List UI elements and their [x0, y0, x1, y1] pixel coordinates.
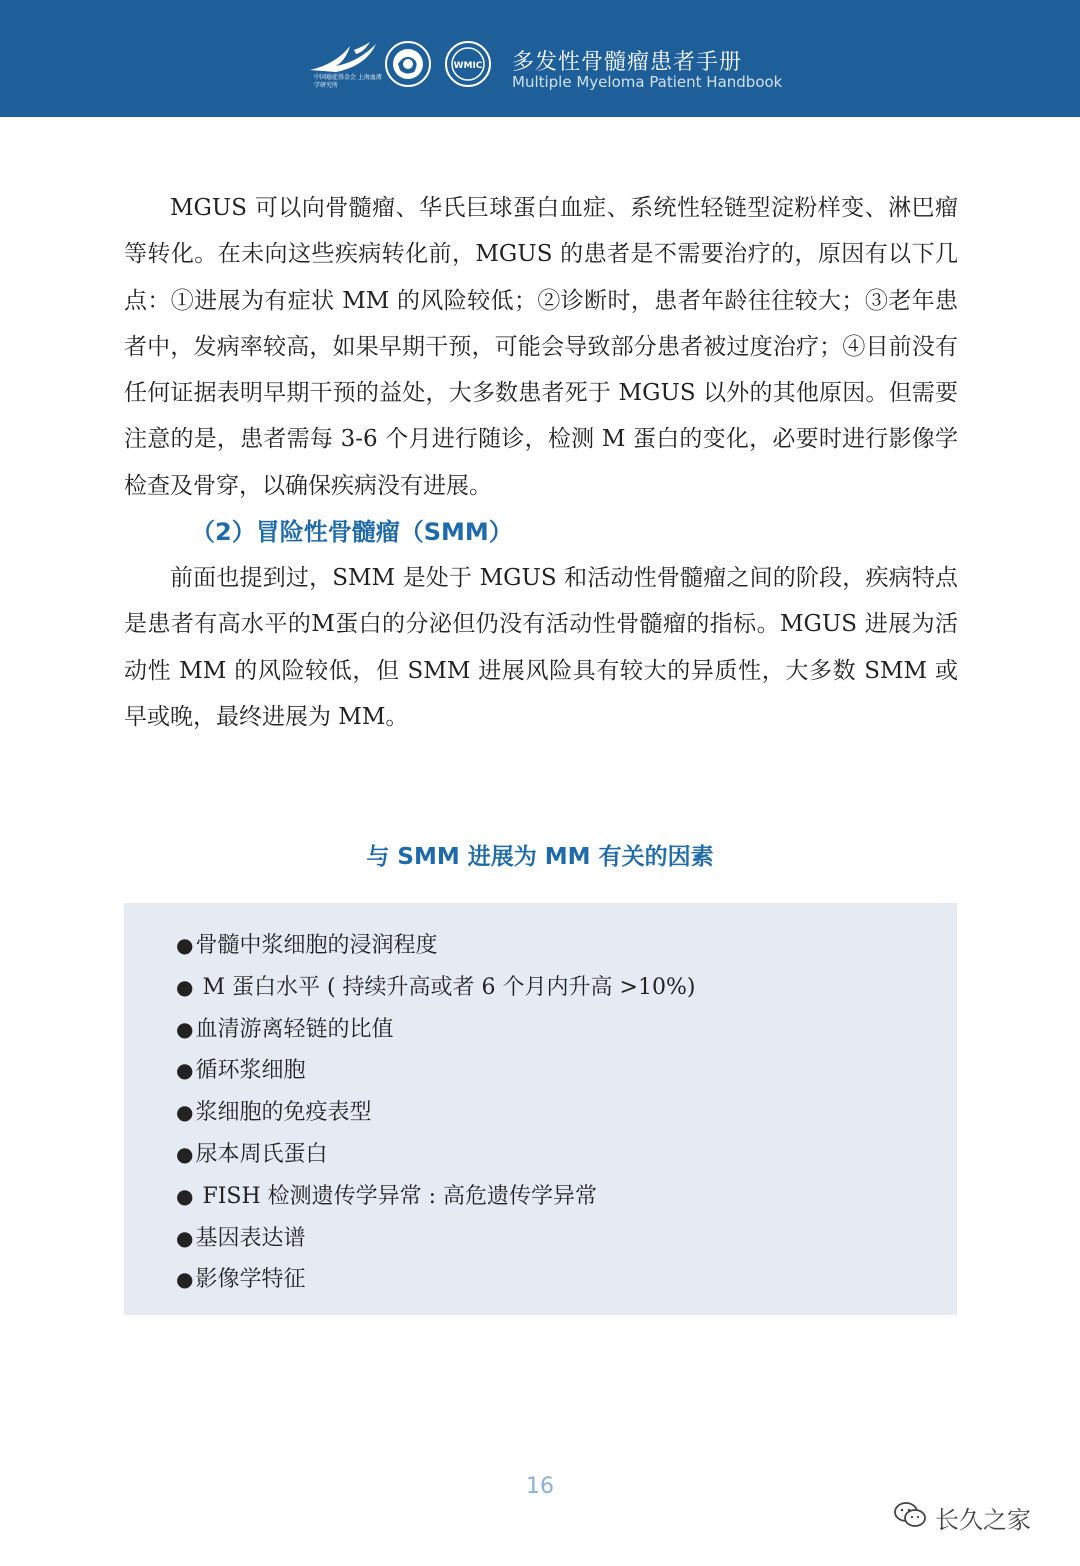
factor-text: M 蛋白水平 ( 持续升高或者 6 个月内升高 >10%) [195, 974, 696, 1000]
handbook-title: 多发性骨髓瘤患者手册 [512, 50, 743, 75]
list-item [176, 1176, 695, 1218]
wechat-icon [893, 1501, 927, 1535]
wmic-badge-label: WMIC [453, 61, 483, 71]
factor-text: FISH 检测遗传学异常 : 高危遗传学异常 [195, 1183, 598, 1209]
factors-list [176, 925, 695, 1301]
society-seal-icon [384, 40, 432, 92]
bullet-icon: ● [176, 1267, 194, 1292]
page-header [0, 0, 1080, 117]
factor-text: 骨髓中浆细胞的浸润程度 [195, 933, 438, 958]
bullet-icon: ● [176, 1141, 194, 1166]
handbook-subtitle: Multiple Myeloma Patient Handbook [512, 73, 783, 91]
list-item [176, 1218, 695, 1260]
smm-paragraph: 前面也提到过，SMM 是处于 MGUS 和活动性骨髓瘤之间的阶段，疾病特点是患者有高水平的M蛋白的分泌但仍没有活动性骨髓瘤的指标。MGUS 进展为活动性 MM 的风险较低，但 SMM 进展风险具有较大的异质性，大多数 SMM 或早或晚，最终进展为 MM。 [124, 565, 958, 730]
factors-title: 与 SMM 进展为 MM 有关的因素 [366, 844, 714, 870]
list-item [176, 925, 695, 967]
logo-caption: 中国癌症基金会 上海血液学研究所 [314, 74, 382, 89]
watermark-text: 长久之家 [935, 1506, 1031, 1534]
bullet-icon: ● [176, 933, 194, 957]
factor-text: 基因表达谱 [195, 1225, 306, 1251]
factors-box [124, 903, 957, 1315]
bullet-icon: ● [176, 1183, 194, 1208]
wmic-badge-icon [444, 40, 492, 92]
list-item [176, 1050, 695, 1092]
factor-text: 尿本周氏蛋白 [195, 1141, 328, 1167]
page-number: 16 [526, 1474, 554, 1499]
bullet-icon: ● [176, 1100, 194, 1125]
list-item [176, 1134, 695, 1176]
bullet-icon: ● [176, 1016, 194, 1041]
factor-text: 影像学特征 [195, 1267, 306, 1293]
bullet-icon: ● [176, 1225, 194, 1250]
factor-text: 血清游离轻链的比值 [195, 1016, 394, 1042]
wechat-watermark [893, 1500, 1031, 1535]
bullet-icon: ● [176, 974, 194, 999]
list-item [176, 1009, 695, 1051]
smm-section-heading: （2）冒险性骨髓瘤（SMM） [191, 518, 513, 547]
list-item [176, 967, 695, 1009]
list-item [176, 1259, 695, 1301]
list-item [176, 1092, 695, 1134]
factor-text: 循环浆细胞 [195, 1058, 306, 1084]
bullet-icon: ● [176, 1058, 194, 1083]
factor-text: 浆细胞的免疫表型 [195, 1100, 372, 1126]
main-content [124, 185, 958, 740]
mgus-paragraph: MGUS 可以向骨髓瘤、华氏巨球蛋白血症、系统性轻链型淀粉样变、淋巴瘤等转化。在未向这些疾病转化前，MGUS 的患者是不需要治疗的，原因有以下几点：①进展为有症状 MM 的风险较低；②诊断时，患者年龄往往较大；③老年患者中，发病率较高，如果早期干预，可能会导致部分患者被过度治疗；④目前没有任何证据表明早期干预的益处，大多数患者死于 MGUS 以外的其他原因。但需要注意的是，患者需每 3-6 个月进行随诊，检测 M 蛋白的变化，必要时进行影像学检查及骨穿，以确保疾病没有进展。 [124, 195, 958, 499]
